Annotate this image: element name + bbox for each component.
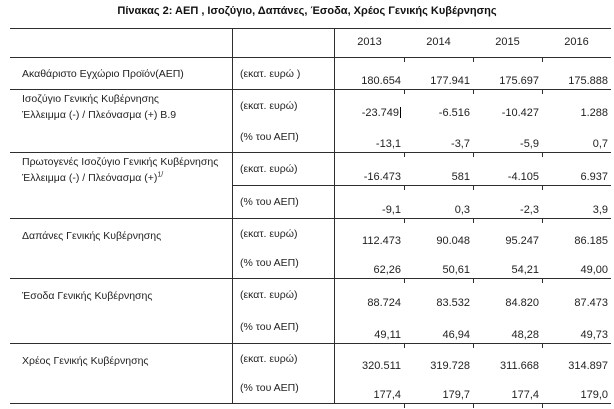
table-row-balance xyxy=(10,89,611,152)
value-text: -23.749 xyxy=(361,107,399,119)
row-label-cell xyxy=(10,279,233,343)
value-cell: 112.473 xyxy=(362,234,401,247)
value-cell: 95.247 xyxy=(505,234,539,247)
row-label xyxy=(22,170,228,186)
row-label: Έσοδα Γενικής Κυβέρνησης xyxy=(22,290,153,302)
value-row xyxy=(335,153,611,185)
value-cell: 87.473 xyxy=(574,297,608,309)
value-cell: -16.473 xyxy=(335,171,404,183)
value-cell: -9,1 xyxy=(335,204,404,216)
unit-label: (εκατ. ευρώ) xyxy=(233,344,335,374)
value-cell: 88.724 xyxy=(367,297,401,309)
value-cell: 48,28 xyxy=(473,329,542,341)
value-row xyxy=(335,374,611,404)
value-cell: 54,21 xyxy=(473,264,542,276)
row-label-cell xyxy=(10,219,233,278)
table-row-revenue xyxy=(10,278,611,343)
row-label: Πρωτογενές Ισοζύγιο Γενικής Κυβέρνησης xyxy=(22,156,219,168)
value-cell: 1.288 xyxy=(580,107,608,119)
year-header-group xyxy=(335,29,611,57)
row-label: Δαπάνες Γενικής Κυβέρνησης xyxy=(22,230,162,242)
value-cell: 177.941 xyxy=(404,75,473,87)
value-row xyxy=(335,58,611,89)
year-header: 2013 xyxy=(335,29,404,57)
value-cell: 49,73 xyxy=(580,329,608,341)
value-cell: 311.668 xyxy=(500,359,539,372)
unit-label: (εκατ. ευρώ) xyxy=(233,279,335,311)
year-header: 2015 xyxy=(473,29,542,57)
value-row xyxy=(335,186,611,218)
value-cell: 62,26 xyxy=(335,264,404,276)
value-cell: 175.888 xyxy=(568,75,608,87)
value-row xyxy=(335,249,611,279)
value-cell: 0,7 xyxy=(592,138,608,150)
row-label: Έλλειμμα (-) / Πλεόνασμα (+) B.9 xyxy=(22,109,177,121)
value-cell: -6.516 xyxy=(438,107,470,119)
unit-label: (% του ΑΕΠ) xyxy=(233,374,335,404)
unit-label: (% του ΑΕΠ) xyxy=(233,249,335,279)
value-cell: 177,4 xyxy=(335,389,404,401)
value-cell: 90.048 xyxy=(436,234,470,247)
year-header: 2014 xyxy=(404,29,473,57)
value-cell: 49,00 xyxy=(580,264,608,276)
value-cell: 320.511 xyxy=(362,359,401,372)
table-row-primary-balance xyxy=(10,152,611,218)
row-label-cell xyxy=(10,58,233,89)
value-cell: 319.728 xyxy=(430,359,470,372)
value-cell: 6.937 xyxy=(580,171,608,183)
text-caret xyxy=(400,107,401,118)
row-label-cell xyxy=(10,90,233,152)
value-cell: 46,94 xyxy=(404,329,473,341)
year-header: 2016 xyxy=(564,36,589,48)
value-cell: -5,9 xyxy=(473,138,542,150)
value-cell: 581 xyxy=(404,171,473,183)
value-row xyxy=(335,121,611,152)
value-cell: 179,7 xyxy=(404,389,473,401)
value-cell: 83.532 xyxy=(436,297,470,309)
value-cell: 314.897 xyxy=(568,359,608,372)
table-row-debt xyxy=(10,343,611,403)
unit-label: (% του ΑΕΠ) xyxy=(233,311,335,343)
value-cell: -3,7 xyxy=(404,138,473,150)
unit-label: (εκατ. ευρώ ) xyxy=(233,58,335,89)
value-cell: -2,3 xyxy=(473,204,542,216)
table-title: Πίνακας 2: ΑΕΠ , Ισοζύγιο, Δαπάνες, Έσοδα, Χρέος Γενικής Κυβέρνησης xyxy=(117,5,497,17)
value-cell: 84.820 xyxy=(505,297,539,309)
header-empty-label-cell xyxy=(10,29,233,57)
unit-label: (% του ΑΕΠ) xyxy=(233,121,335,152)
unit-label: (εκατ. ευρώ) xyxy=(233,90,335,121)
header-empty-unit-cell xyxy=(233,29,335,57)
value-cell: -13,1 xyxy=(335,138,404,150)
value-cell: 3,9 xyxy=(592,204,608,216)
footnote-marker: 1/ xyxy=(157,171,164,179)
value-cell: 175.697 xyxy=(473,75,542,87)
table-header-row xyxy=(10,28,611,57)
row-label: Ακαθάριστο Εγχώριο Προϊόν(ΑΕΠ) xyxy=(22,67,184,80)
value-cell: 86.185 xyxy=(574,234,608,247)
value-cell: 177,4 xyxy=(473,389,542,401)
row-label-cell xyxy=(10,153,233,218)
value-cell: 0,3 xyxy=(404,204,473,216)
table-row-gdp xyxy=(10,57,611,89)
row-label: Ισοζύγιο Γενικής Κυβέρνησης xyxy=(22,93,159,105)
value-row xyxy=(335,90,611,121)
value-cell: -4.105 xyxy=(473,171,542,183)
value-cell: 49,11 xyxy=(335,329,404,341)
value-cell xyxy=(335,107,404,119)
value-row xyxy=(335,279,611,311)
value-cell: 180.654 xyxy=(335,75,404,87)
value-cell: -10.427 xyxy=(501,107,539,119)
unit-label: (εκατ. ευρώ) xyxy=(233,153,335,185)
data-table xyxy=(10,28,611,404)
value-cell: 179,0 xyxy=(580,389,608,401)
row-label: Χρέος Γενικής Κυβέρνησης xyxy=(22,355,149,367)
row-label-cell xyxy=(10,344,233,403)
value-cell: 50,61 xyxy=(404,264,473,276)
value-row xyxy=(335,219,611,249)
unit-label: (% του ΑΕΠ) xyxy=(233,186,335,218)
row-label-text: Έλλειμμα (-) / Πλεόνασμα (+) xyxy=(22,172,158,184)
unit-label: (εκατ. ευρώ) xyxy=(233,219,335,249)
value-row xyxy=(335,311,611,343)
value-row xyxy=(335,344,611,374)
table-row-expenditure xyxy=(10,218,611,278)
